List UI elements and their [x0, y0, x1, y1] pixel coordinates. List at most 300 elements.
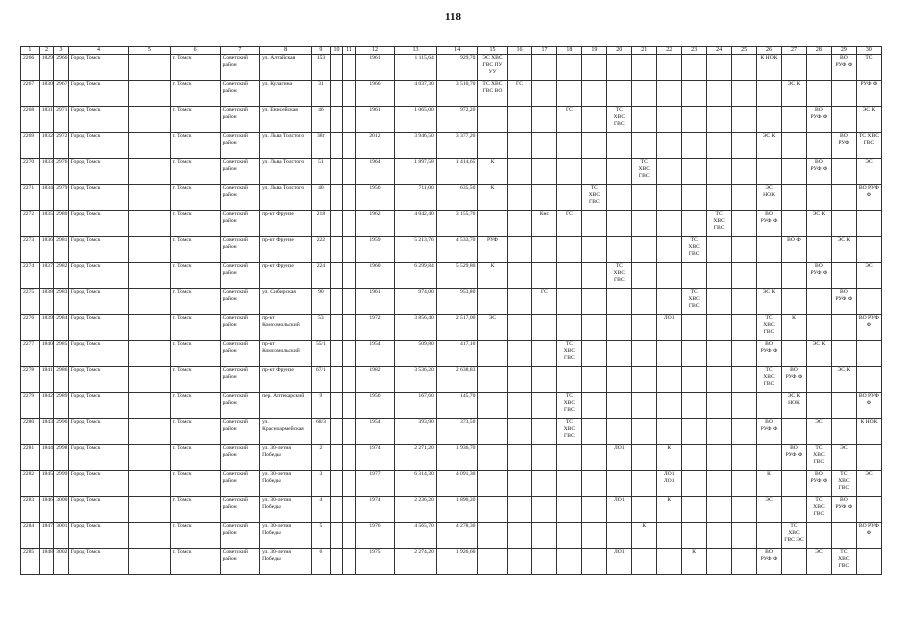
cell-col-29 — [831, 393, 856, 419]
cell-col-2: 1837 — [39, 263, 54, 289]
cell-col-20 — [607, 315, 632, 341]
cell-col-13: 6 314,30 — [395, 471, 437, 497]
cell-col-1: 2267 — [21, 81, 40, 107]
cell-col-21 — [632, 107, 657, 133]
cell-col-1: 2274 — [21, 263, 40, 289]
cell-col-12: 1954 — [355, 419, 395, 445]
cell-col-13: 711,00 — [395, 185, 437, 211]
column-header-8: 8 — [260, 47, 312, 55]
cell-col-13: 974,00 — [395, 289, 437, 315]
cell-col-23 — [682, 341, 707, 367]
cell-col-18: ГС — [557, 107, 582, 133]
cell-col-26 — [757, 393, 782, 419]
cell-col-9: 153 — [312, 55, 331, 81]
cell-col-3: 3001 — [54, 523, 69, 549]
cell-col-15 — [478, 107, 507, 133]
cell-col-27 — [782, 55, 807, 81]
cell-col-21 — [632, 55, 657, 81]
cell-col-9: 4 — [312, 497, 331, 523]
cell-col-15 — [478, 133, 507, 159]
column-header-18: 18 — [557, 47, 582, 55]
cell-col-5 — [129, 471, 171, 497]
cell-col-24 — [707, 289, 732, 315]
cell-col-17 — [532, 341, 557, 367]
cell-col-20: ЛО1 — [607, 497, 632, 523]
cell-col-24 — [707, 237, 732, 263]
cell-col-24 — [707, 263, 732, 289]
cell-col-25 — [732, 419, 757, 445]
cell-col-5 — [129, 211, 171, 237]
cell-col-4: Город Томск — [68, 549, 128, 575]
cell-col-21 — [632, 315, 657, 341]
cell-col-6: г. Томск — [170, 471, 220, 497]
cell-col-16 — [507, 315, 532, 341]
cell-col-27 — [782, 133, 807, 159]
cell-col-29: ТС ХВС ГВС — [831, 549, 856, 575]
cell-col-26: ТС ХВС ГВС — [757, 367, 782, 393]
column-header-27: 27 — [782, 47, 807, 55]
cell-col-28: ТС ХВС ГВС — [806, 445, 831, 471]
cell-col-24 — [707, 185, 732, 211]
cell-col-20 — [607, 289, 632, 315]
cell-col-3: 2982 — [54, 263, 69, 289]
cell-col-27 — [782, 185, 807, 211]
cell-col-15: РУФ — [478, 237, 507, 263]
cell-col-14: 1 414,65 — [436, 159, 478, 185]
cell-col-21: ТС ХВС ГВС — [632, 159, 657, 185]
table-row — [21, 445, 882, 471]
cell-col-9: 55/1 — [312, 341, 331, 367]
cell-col-18: ТС ХВС ГВС — [557, 393, 582, 419]
cell-col-25 — [732, 81, 757, 107]
cell-col-18 — [557, 81, 582, 107]
table-body — [21, 55, 882, 575]
cell-col-17 — [532, 237, 557, 263]
cell-col-4: Город Томск — [68, 263, 128, 289]
cell-col-4: Город Томск — [68, 341, 128, 367]
cell-col-21 — [632, 185, 657, 211]
cell-col-19 — [582, 107, 607, 133]
column-header-16: 16 — [507, 47, 532, 55]
cell-col-23 — [682, 81, 707, 107]
cell-col-2: 1846 — [39, 497, 54, 523]
cell-col-9: 68/3 — [312, 419, 331, 445]
cell-col-5 — [129, 185, 171, 211]
cell-col-15 — [478, 549, 507, 575]
cell-col-30: ТС ХВС ГВС — [856, 133, 881, 159]
cell-col-28 — [806, 237, 831, 263]
cell-col-17: Кнс — [532, 211, 557, 237]
cell-col-28: ЭС — [806, 549, 831, 575]
cell-col-2: 1833 — [39, 159, 54, 185]
cell-col-19 — [582, 55, 607, 81]
cell-col-22 — [657, 107, 682, 133]
cell-col-7: Советский район — [220, 107, 260, 133]
cell-col-27 — [782, 549, 807, 575]
cell-col-16 — [507, 237, 532, 263]
cell-col-21 — [632, 549, 657, 575]
cell-col-27: ЭС К — [782, 81, 807, 107]
table-row — [21, 263, 882, 289]
cell-col-21 — [632, 81, 657, 107]
cell-col-1: 2271 — [21, 185, 40, 211]
cell-col-12: 1961 — [355, 107, 395, 133]
cell-col-15 — [478, 445, 507, 471]
cell-col-19 — [582, 211, 607, 237]
cell-col-18: ГС — [557, 211, 582, 237]
cell-col-20: ТС ХВС ГВС — [607, 107, 632, 133]
table-row — [21, 315, 882, 341]
cell-col-2: 1832 — [39, 133, 54, 159]
cell-col-22 — [657, 263, 682, 289]
cell-col-8: пер. Аптекарский — [260, 393, 312, 419]
cell-col-6: г. Томск — [170, 367, 220, 393]
cell-col-17 — [532, 549, 557, 575]
cell-col-19 — [582, 549, 607, 575]
cell-col-30: ВО РУФ Ф — [856, 523, 881, 549]
cell-col-6: г. Томск — [170, 81, 220, 107]
cell-col-6: г. Томск — [170, 445, 220, 471]
cell-col-24 — [707, 497, 732, 523]
cell-col-7: Советский район — [220, 289, 260, 315]
cell-col-23 — [682, 185, 707, 211]
cell-col-7: Советский район — [220, 159, 260, 185]
cell-col-11 — [343, 263, 355, 289]
cell-col-30 — [856, 367, 881, 393]
cell-col-29: ВО РУФ Ф — [831, 289, 856, 315]
cell-col-24 — [707, 107, 732, 133]
cell-col-1: 2284 — [21, 523, 40, 549]
cell-col-22 — [657, 159, 682, 185]
cell-col-6: г. Томск — [170, 289, 220, 315]
cell-col-6: г. Томск — [170, 393, 220, 419]
cell-col-8: ул. 30-летия Победы — [260, 445, 312, 471]
cell-col-29: ТС ХВС ГВС — [831, 471, 856, 497]
cell-col-22 — [657, 341, 682, 367]
cell-col-12: 1982 — [355, 367, 395, 393]
cell-col-20 — [607, 237, 632, 263]
cell-col-22 — [657, 289, 682, 315]
cell-col-17 — [532, 523, 557, 549]
cell-col-15 — [478, 211, 507, 237]
cell-col-11 — [343, 107, 355, 133]
cell-col-8: пр-кт Комсомольский — [260, 341, 312, 367]
cell-col-7: Советский район — [220, 81, 260, 107]
cell-col-21 — [632, 393, 657, 419]
cell-col-15 — [478, 393, 507, 419]
cell-col-15 — [478, 523, 507, 549]
cell-col-7: Советский район — [220, 523, 260, 549]
cell-col-7: Советский район — [220, 185, 260, 211]
cell-col-13: 1 065,00 — [395, 107, 437, 133]
cell-col-29 — [831, 159, 856, 185]
table-row — [21, 185, 882, 211]
cell-col-26 — [757, 107, 782, 133]
cell-col-18 — [557, 133, 582, 159]
cell-col-10 — [330, 211, 342, 237]
cell-col-1: 2283 — [21, 497, 40, 523]
cell-col-23 — [682, 263, 707, 289]
cell-col-29 — [831, 419, 856, 445]
cell-col-11 — [343, 55, 355, 81]
cell-col-18 — [557, 185, 582, 211]
cell-col-24 — [707, 133, 732, 159]
cell-col-3: 3000 — [54, 497, 69, 523]
cell-col-15: ТС ХВС ГВС ВО — [478, 81, 507, 107]
cell-col-18 — [557, 237, 582, 263]
cell-col-28: ВО РУФ Ф — [806, 471, 831, 497]
cell-col-12: 1972 — [355, 315, 395, 341]
column-header-26: 26 — [757, 47, 782, 55]
cell-col-6: г. Томск — [170, 211, 220, 237]
cell-col-25 — [732, 159, 757, 185]
cell-col-27 — [782, 211, 807, 237]
cell-col-3: 2996 — [54, 419, 69, 445]
cell-col-8: ул. 30-летия Победы — [260, 497, 312, 523]
cell-col-18: ТС ХВС ГВС — [557, 419, 582, 445]
cell-col-19 — [582, 263, 607, 289]
cell-col-28: ЭС К — [806, 341, 831, 367]
cell-col-22 — [657, 393, 682, 419]
cell-col-1: 2272 — [21, 211, 40, 237]
cell-col-27: ВО РУФ Ф — [782, 445, 807, 471]
cell-col-30: РУФ Ф — [856, 81, 881, 107]
cell-col-26 — [757, 445, 782, 471]
column-header-4: 4 — [68, 47, 128, 55]
cell-col-11 — [343, 237, 355, 263]
cell-col-7: Советский район — [220, 315, 260, 341]
cell-col-28 — [806, 81, 831, 107]
cell-col-20: ТС ХВС ГВС — [607, 263, 632, 289]
cell-col-12: 1975 — [355, 549, 395, 575]
cell-col-12: 1974 — [355, 497, 395, 523]
cell-col-3: 2972 — [54, 133, 69, 159]
cell-col-29 — [831, 107, 856, 133]
cell-col-12: 1974 — [355, 445, 395, 471]
cell-col-26: ЭС К — [757, 289, 782, 315]
cell-col-14: 2 638,83 — [436, 367, 478, 393]
cell-col-21 — [632, 133, 657, 159]
cell-col-25 — [732, 55, 757, 81]
cell-col-16 — [507, 185, 532, 211]
cell-col-21 — [632, 211, 657, 237]
cell-col-13: 2 271,20 — [395, 445, 437, 471]
cell-col-25 — [732, 393, 757, 419]
cell-col-27: К — [782, 315, 807, 341]
cell-col-10 — [330, 81, 342, 107]
cell-col-25 — [732, 549, 757, 575]
cell-col-7: Советский район — [220, 237, 260, 263]
cell-col-1: 2277 — [21, 341, 40, 367]
cell-col-6: г. Томск — [170, 497, 220, 523]
cell-col-28 — [806, 133, 831, 159]
cell-col-16 — [507, 393, 532, 419]
cell-col-29 — [831, 523, 856, 549]
cell-col-20 — [607, 133, 632, 159]
cell-col-15: ЭС ХВС ГВС ПУ УУ — [478, 55, 507, 81]
cell-col-20 — [607, 55, 632, 81]
cell-col-2: 1836 — [39, 237, 54, 263]
cell-col-30 — [856, 445, 881, 471]
cell-col-30: ЭС — [856, 471, 881, 497]
cell-col-9: 31 — [312, 81, 331, 107]
cell-col-26: К — [757, 471, 782, 497]
cell-col-10 — [330, 289, 342, 315]
cell-col-8: ул. Алтайская — [260, 55, 312, 81]
cell-col-11 — [343, 133, 355, 159]
cell-col-13: 3 856,40 — [395, 315, 437, 341]
cell-col-28 — [806, 523, 831, 549]
cell-col-22 — [657, 133, 682, 159]
cell-col-15 — [478, 341, 507, 367]
cell-col-28: ТС ХВС ГВС — [806, 497, 831, 523]
cell-col-25 — [732, 107, 757, 133]
table-row — [21, 497, 882, 523]
cell-col-22: ЛО1 ЛО1 — [657, 471, 682, 497]
cell-col-23 — [682, 419, 707, 445]
cell-col-12: 1961 — [355, 289, 395, 315]
cell-col-10 — [330, 445, 342, 471]
cell-col-5 — [129, 263, 171, 289]
cell-col-15: К — [478, 185, 507, 211]
cell-col-20 — [607, 341, 632, 367]
cell-col-22 — [657, 549, 682, 575]
cell-col-4: Город Томск — [68, 81, 128, 107]
cell-col-26 — [757, 237, 782, 263]
cell-col-10 — [330, 159, 342, 185]
cell-col-5 — [129, 341, 171, 367]
cell-col-10 — [330, 523, 342, 549]
cell-col-17: ГС — [532, 289, 557, 315]
cell-col-18 — [557, 289, 582, 315]
cell-col-29 — [831, 185, 856, 211]
cell-col-18 — [557, 497, 582, 523]
cell-col-25 — [732, 133, 757, 159]
cell-col-24 — [707, 341, 732, 367]
cell-col-4: Город Томск — [68, 55, 128, 81]
cell-col-4: Город Томск — [68, 289, 128, 315]
cell-col-18 — [557, 445, 582, 471]
cell-col-13: 4 042,40 — [395, 211, 437, 237]
cell-col-9: 5 — [312, 523, 331, 549]
cell-col-20 — [607, 159, 632, 185]
cell-col-14: 145,70 — [436, 393, 478, 419]
cell-col-24 — [707, 445, 732, 471]
cell-col-18 — [557, 55, 582, 81]
cell-col-26: ЭС НОК — [757, 185, 782, 211]
cell-col-27 — [782, 159, 807, 185]
cell-col-20 — [607, 471, 632, 497]
cell-col-18 — [557, 315, 582, 341]
cell-col-21 — [632, 471, 657, 497]
cell-col-8: пр-кт Фрунзе — [260, 367, 312, 393]
cell-col-27 — [782, 419, 807, 445]
cell-col-19 — [582, 315, 607, 341]
cell-col-25 — [732, 263, 757, 289]
cell-col-7: Советский район — [220, 419, 260, 445]
cell-col-27 — [782, 289, 807, 315]
cell-col-26: ВО РУФ Ф — [757, 341, 782, 367]
column-header-24: 24 — [707, 47, 732, 55]
cell-col-13: 4 037,30 — [395, 81, 437, 107]
cell-col-25 — [732, 471, 757, 497]
cell-col-11 — [343, 367, 355, 393]
cell-col-26: ВО РУФ Ф — [757, 549, 782, 575]
cell-col-22 — [657, 523, 682, 549]
cell-col-19 — [582, 237, 607, 263]
cell-col-5 — [129, 55, 171, 81]
cell-col-25 — [732, 315, 757, 341]
cell-col-28 — [806, 289, 831, 315]
cell-col-12: 1956 — [355, 185, 395, 211]
cell-col-14: 929,70 — [436, 55, 478, 81]
column-header-2: 2 — [39, 47, 54, 55]
cell-col-10 — [330, 549, 342, 575]
cell-col-17 — [532, 471, 557, 497]
cell-col-24 — [707, 523, 732, 549]
cell-col-22 — [657, 185, 682, 211]
cell-col-23: ТС ХВС ГВС — [682, 237, 707, 263]
cell-col-6: г. Томск — [170, 549, 220, 575]
column-header-17: 17 — [532, 47, 557, 55]
column-header-21: 21 — [632, 47, 657, 55]
cell-col-5 — [129, 393, 171, 419]
cell-col-19 — [582, 367, 607, 393]
cell-col-13: 167,60 — [395, 393, 437, 419]
cell-col-8: ул. Красноармейская — [260, 419, 312, 445]
cell-col-17 — [532, 55, 557, 81]
cell-col-3: 2980 — [54, 211, 69, 237]
cell-col-23 — [682, 315, 707, 341]
cell-col-5 — [129, 445, 171, 471]
cell-col-30 — [856, 237, 881, 263]
cell-col-3: 2985 — [54, 341, 69, 367]
cell-col-30 — [856, 549, 881, 575]
cell-col-19 — [582, 341, 607, 367]
cell-col-6: г. Томск — [170, 55, 220, 81]
cell-col-4: Город Томск — [68, 185, 128, 211]
cell-col-13: 509,80 — [395, 341, 437, 367]
cell-col-12: 1976 — [355, 523, 395, 549]
cell-col-16 — [507, 445, 532, 471]
table-row — [21, 211, 882, 237]
cell-col-1: 2275 — [21, 289, 40, 315]
cell-col-28: ВО РУФ Ф — [806, 263, 831, 289]
cell-col-3: 2986 — [54, 367, 69, 393]
cell-col-4: Город Томск — [68, 523, 128, 549]
cell-col-5 — [129, 159, 171, 185]
cell-col-17 — [532, 497, 557, 523]
cell-col-2: 1835 — [39, 211, 54, 237]
cell-col-29: ЭС К — [831, 237, 856, 263]
cell-col-25 — [732, 185, 757, 211]
cell-col-7: Советский район — [220, 393, 260, 419]
cell-col-4: Город Томск — [68, 211, 128, 237]
cell-col-10 — [330, 419, 342, 445]
cell-col-21 — [632, 367, 657, 393]
cell-col-26 — [757, 159, 782, 185]
column-header-9: 9 — [312, 47, 331, 55]
cell-col-13: 4 565,70 — [395, 523, 437, 549]
cell-col-3: 2966 — [54, 55, 69, 81]
cell-col-23 — [682, 107, 707, 133]
cell-col-9: 218 — [312, 211, 331, 237]
cell-col-2: 1844 — [39, 445, 54, 471]
cell-col-2: 1848 — [39, 549, 54, 575]
cell-col-15: ЭС — [478, 315, 507, 341]
column-header-12: 12 — [355, 47, 395, 55]
cell-col-1: 2285 — [21, 549, 40, 575]
